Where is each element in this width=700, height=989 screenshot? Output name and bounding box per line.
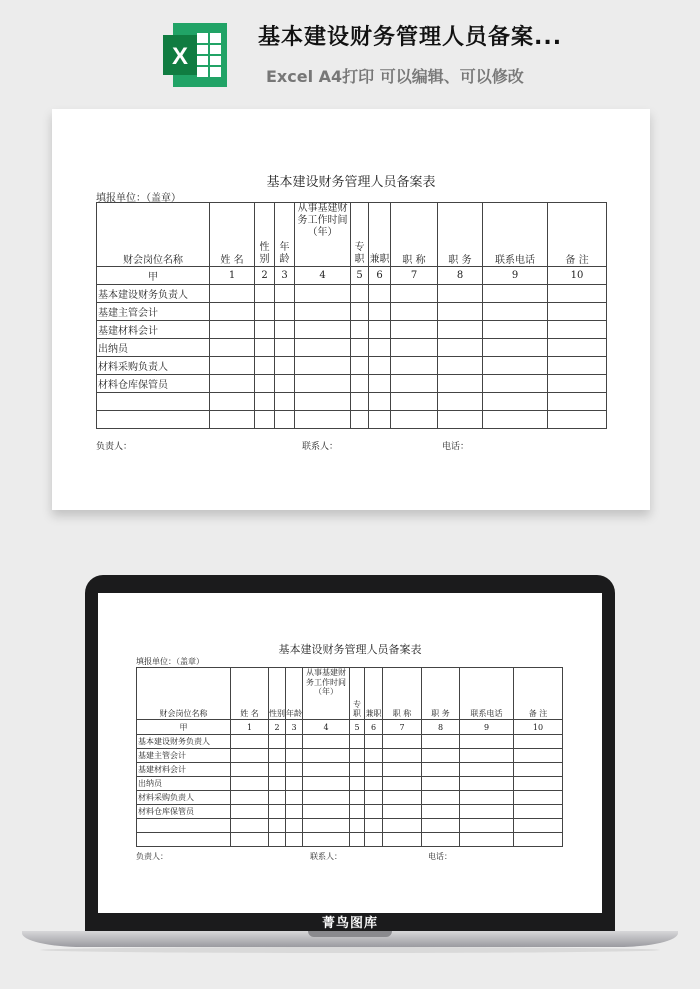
table-row	[97, 411, 607, 429]
page-subtitle: Excel A4打印 可以编辑、可以修改	[266, 67, 524, 86]
index-cell: 10	[548, 267, 607, 285]
table-header-row	[97, 203, 607, 267]
index-cell: 5	[350, 720, 365, 735]
excel-icon	[163, 23, 227, 87]
index-cell: 10	[514, 720, 563, 735]
row-position: 基本建设财务负责人	[137, 735, 231, 749]
col-remark-header: 备 注	[548, 203, 607, 267]
col-remark-header: 备 注	[514, 668, 563, 720]
index-cell: 2	[269, 720, 286, 735]
col-name-header: 姓 名	[231, 668, 269, 720]
table-row	[97, 357, 607, 375]
row-position: 材料采购负责人	[137, 791, 231, 805]
index-cell: 1	[231, 720, 269, 735]
table-row	[137, 735, 563, 749]
col-phone-header: 联系电话	[460, 668, 514, 720]
table-row	[137, 763, 563, 777]
table-row	[137, 805, 563, 819]
index-cell: 1	[210, 267, 255, 285]
table-row	[97, 339, 607, 357]
index-cell: 8	[422, 720, 460, 735]
index-cell: 4	[303, 720, 350, 735]
index-cell: 3	[286, 720, 303, 735]
index-cell: 甲	[137, 720, 231, 735]
header	[0, 0, 700, 100]
col-phone-header: 联系电话	[483, 203, 548, 267]
index-row	[137, 720, 563, 735]
row-position: 基建材料会计	[97, 321, 210, 339]
laptop-shadow	[40, 947, 660, 953]
row-position: 基建主管会计	[97, 303, 210, 321]
page-title: 基本建设财务管理人员备案...	[258, 25, 563, 50]
excel-icon-letter: X	[171, 43, 189, 70]
footer-contact: 联系人：	[302, 442, 339, 452]
row-position: 材料采购负责人	[97, 357, 210, 375]
screen-unit-label: 填报单位：（盖章）	[136, 657, 204, 666]
table-row	[97, 321, 607, 339]
table-row	[137, 777, 563, 791]
unit-label: 填报单位：（盖章）	[96, 193, 181, 204]
index-cell: 甲	[97, 267, 210, 285]
index-cell: 8	[438, 267, 483, 285]
table-header-row	[137, 668, 563, 720]
table-row	[137, 791, 563, 805]
table-row	[137, 833, 563, 847]
row-position	[97, 411, 210, 429]
table-row	[97, 303, 607, 321]
index-cell: 4	[295, 267, 351, 285]
col-duty-header: 职 务	[422, 668, 460, 720]
col-part-time-header: 兼职	[365, 668, 383, 720]
col-work-time-header: 从事基建财务工作时间（年）	[303, 668, 350, 720]
row-position: 基建主管会计	[137, 749, 231, 763]
col-title-header: 职 称	[383, 668, 422, 720]
col-title-header: 职 称	[391, 203, 438, 267]
index-cell: 9	[483, 267, 548, 285]
col-work-time-header: 从事基建财务工作时间（年）	[295, 203, 351, 267]
col-age-header: 年龄	[286, 668, 303, 720]
index-row	[97, 267, 607, 285]
index-cell: 5	[351, 267, 369, 285]
screen-footer-responsible: 负责人：	[136, 852, 168, 861]
row-position: 材料仓库保管员	[97, 375, 210, 393]
row-position	[97, 393, 210, 411]
row-position	[137, 833, 231, 847]
col-duty-header: 职 务	[438, 203, 483, 267]
row-position: 基本建设财务负责人	[97, 285, 210, 303]
col-position-header: 财会岗位名称	[137, 668, 231, 720]
table-row	[137, 749, 563, 763]
screen-record-table	[136, 667, 563, 847]
footer-responsible: 负责人：	[96, 442, 133, 452]
document-title: 基本建设财务管理人员备案表	[266, 175, 436, 190]
col-full-time-header: 专职	[350, 668, 365, 720]
col-age-header: 年龄	[275, 203, 295, 267]
screen-footer-contact: 联系人：	[310, 852, 342, 861]
col-gender-header: 性别	[269, 668, 286, 720]
table-row	[137, 819, 563, 833]
index-cell: 7	[391, 267, 438, 285]
index-cell: 7	[383, 720, 422, 735]
laptop-notch	[308, 931, 392, 937]
index-cell: 2	[255, 267, 275, 285]
sheet-preview	[52, 109, 650, 510]
table-row	[97, 393, 607, 411]
row-position: 基建材料会计	[137, 763, 231, 777]
row-position: 出纳员	[137, 777, 231, 791]
row-position: 材料仓库保管员	[137, 805, 231, 819]
index-cell: 3	[275, 267, 295, 285]
screen-footer-phone: 电话：	[428, 852, 452, 861]
record-table	[96, 202, 607, 429]
row-position: 出纳员	[97, 339, 210, 357]
footer-phone: 电话：	[442, 442, 470, 452]
col-gender-header: 性别	[255, 203, 275, 267]
index-cell: 9	[460, 720, 514, 735]
index-cell: 6	[365, 720, 383, 735]
table-row	[97, 375, 607, 393]
col-name-header: 姓 名	[210, 203, 255, 267]
index-cell: 6	[369, 267, 391, 285]
laptop-brand-label: 菁鸟图库	[321, 916, 378, 931]
col-full-time-header: 专职	[351, 203, 369, 267]
table-row	[97, 285, 607, 303]
col-part-time-header: 兼职	[369, 203, 391, 267]
row-position	[137, 819, 231, 833]
screen-document-title: 基本建设财务管理人员备案表	[278, 643, 422, 656]
col-position-header: 财会岗位名称	[97, 203, 210, 267]
laptop-screen	[98, 593, 602, 913]
